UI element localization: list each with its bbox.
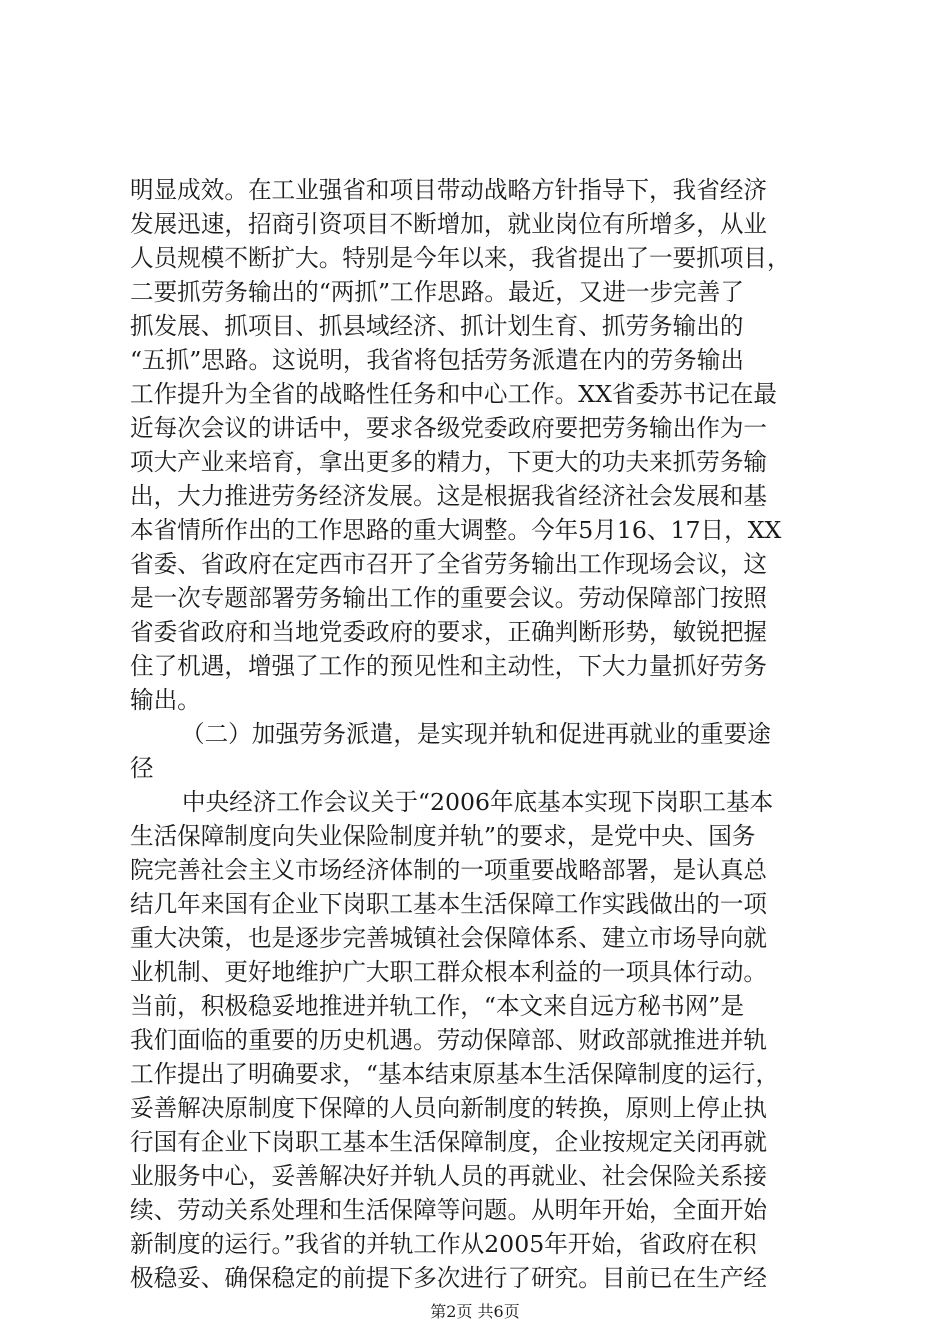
text-line: 明显成效。在工业强省和项目带动战略方针指导下，我省经济: [130, 176, 768, 204]
text-line: 省委省政府和当地党委政府的要求，正确判断形势，敏锐把握: [130, 618, 768, 646]
text-line: 结几年来国有企业下岗职工基本生活保障工作实践做出的一项: [130, 890, 768, 918]
text-line: 中央经济工作会议关于“2006年底基本实现下岗职工基本: [182, 788, 774, 816]
text-line: 生活保障制度向失业保险制度并轨”的要求，是党中央、国务: [130, 822, 756, 850]
section-heading: （二）加强劳务派遣，是实现并轨和促进再就业的重要途: [181, 720, 771, 748]
section-heading-cont: 径: [130, 754, 154, 782]
text-line: 我们面临的重要的历史机遇。劳动保障部、财政部就推进并轨: [130, 1026, 768, 1054]
text-line: 院完善社会主义市场经济体制的一项重要战略部署，是认真总: [130, 856, 768, 884]
text-line: 输出。: [130, 686, 201, 714]
text-line: 重大决策，也是逐步完善城镇社会保障体系、建立市场导向就: [130, 924, 768, 952]
text-line: 是一次专题部署劳务输出工作的重要会议。劳动保障部门按照: [130, 584, 768, 612]
text-line: 住了机遇，增强了工作的预见性和主动性，下大力量抓好劳务: [130, 652, 768, 680]
text-line: 出，大力推进劳务经济发展。这是根据我省经济社会发展和基: [130, 482, 768, 510]
text-line: “五抓”思路。这说明，我省将包括劳务派遣在内的劳务输出: [130, 346, 744, 374]
text-line: 业服务中心，妥善解决好并轨人员的再就业、社会保险关系接: [130, 1162, 768, 1190]
text-line: 妥善解决原制度下保障的人员向新制度的转换，原则上停止执: [130, 1094, 768, 1122]
text-line: 本省情所作出的工作思路的重大调整。今年5月16、17日，XX: [130, 516, 782, 544]
text-line: 抓发展、抓项目、抓县域经济、抓计划生育、抓劳务输出的: [130, 312, 744, 340]
text-line: 二要抓劳务输出的“两抓”工作思路。最近，又进一步完善了: [130, 278, 744, 306]
text-line: 当前，积极稳妥地推进并轨工作，“本文来自远方秘书网”是: [130, 992, 744, 1020]
text-line: 新制度的运行。”我省的并轨工作从2005年开始，省政府在积: [130, 1230, 757, 1258]
text-line: 近每次会议的讲话中，要求各级党委政府要把劳务输出作为一: [130, 414, 768, 442]
text-line: 行国有企业下岗职工基本生活保障制度，企业按规定关闭再就: [130, 1128, 768, 1156]
text-line: 极稳妥、确保稳定的前提下多次进行了研究。目前已在生产经: [130, 1264, 768, 1292]
text-line: 项大产业来培育，拿出更多的精力，下更大的功夫来抓劳务输: [130, 448, 768, 476]
text-line: 工作提出了明确要求，“基本结束原基本生活保障制度的运行，: [130, 1060, 780, 1088]
page-number-footer: 第2页 共6页: [430, 1302, 520, 1321]
text-line: 省委、省政府在定西市召开了全省劳务输出工作现场会议，这: [130, 550, 768, 578]
text-line: 续、劳动关系处理和生活保障等问题。从明年开始，全面开始: [130, 1196, 768, 1224]
text-line: 发展迅速，招商引资项目不断增加，就业岗位有所增多，从业: [130, 210, 768, 238]
text-line: 工作提升为全省的战略性任务和中心工作。XX省委苏书记在最: [130, 380, 778, 408]
text-line: 人员规模不断扩大。特别是今年以来，我省提出了一要抓项目，: [130, 244, 791, 272]
text-line: 业机制、更好地维护广大职工群众根本利益的一项具体行动。: [130, 958, 768, 986]
